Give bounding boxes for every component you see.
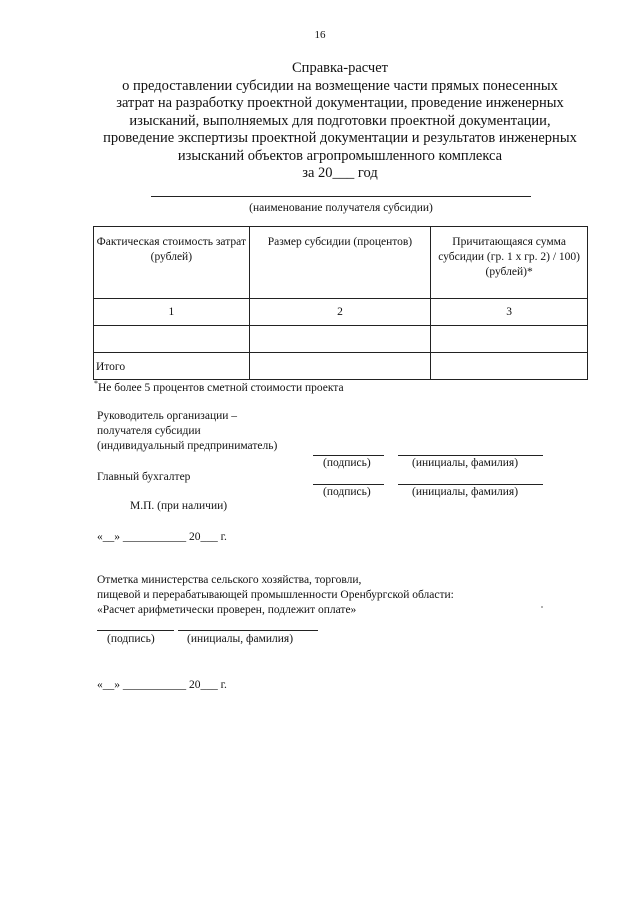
total-label-cell <box>94 353 250 380</box>
head-label-line: получателя субсидии <box>97 425 201 437</box>
initials-caption: (инициалы, фамилия) <box>187 633 294 645</box>
head-initials-field[interactable] <box>398 455 543 456</box>
ministry-line: пищевой и перерабатывающей промышленности Оренбургской области: <box>97 589 454 601</box>
initials-caption: (инициалы, фамилия) <box>412 486 519 498</box>
recipient-caption: (наименование получателя субсидии) <box>249 202 433 214</box>
column-number: 2 <box>249 299 431 326</box>
title-line: изысканий, выполняемых для подготовки проектной документации, <box>129 112 551 129</box>
accountant-initials-field[interactable] <box>398 484 543 485</box>
table-header-row <box>94 227 588 299</box>
head-label-line: Руководитель организации – <box>97 410 238 422</box>
table-cell[interactable] <box>249 326 431 353</box>
ministry-line: Отметка министерства сельского хозяйства, торговли, <box>97 574 362 586</box>
initials-caption: (инициалы, фамилия) <box>412 457 519 469</box>
ministry-date-line: «__» ___________ 20___ г. <box>97 679 227 691</box>
document-title <box>60 60 620 183</box>
title-line: изысканий объектов агропромышленного комплекса <box>177 147 503 164</box>
seal-label: М.П. (при наличии) <box>130 500 228 512</box>
header-subsidy-percent: Размер субсидии (процентов) <box>249 227 431 299</box>
head-label-line: (индивидуальный предприниматель) <box>97 440 278 452</box>
signature-caption: (подпись) <box>323 457 371 469</box>
header-actual-cost: Фактическая стоимость затрат (рублей) <box>94 227 250 299</box>
head-signature-field[interactable] <box>313 455 384 456</box>
title-heading: Справка-расчет <box>292 60 388 76</box>
total-row <box>94 353 588 380</box>
title-line: затрат на разработку проектной документации, проведение инженерных <box>116 95 564 111</box>
footnote-marker: * <box>94 379 98 388</box>
ministry-initials-field[interactable] <box>178 630 318 631</box>
header-subsidy-amount: Причитающаяся сумма субсидии (гр. 1 х гр. 2) / 100) (рублей)* <box>431 227 588 299</box>
accountant-signature-field[interactable] <box>313 484 384 485</box>
date-line: «__» ___________ 20___ г. <box>97 531 227 543</box>
table-cell[interactable] <box>431 353 588 380</box>
footnote <box>94 379 344 394</box>
title-year-line: за 20___ год <box>302 165 378 181</box>
total-label: Итого <box>96 361 126 373</box>
scan-dot <box>541 606 543 608</box>
ministry-line: «Расчет арифметически проверен, подлежит оплате» <box>97 604 357 616</box>
accountant-label: Главный бухгалтер <box>97 471 191 483</box>
signature-caption: (подпись) <box>107 633 155 645</box>
column-number: 1 <box>94 299 250 326</box>
table-cell[interactable] <box>249 353 431 380</box>
footnote-text: Не более 5 процентов сметной стоимости проекта <box>98 381 344 394</box>
title-line: о предоставлении субсидии на возмещение части прямых понесенных <box>122 77 558 94</box>
signature-caption: (подпись) <box>323 486 371 498</box>
calculation-table <box>93 226 588 380</box>
title-line: проведение экспертизы проектной документации и результатов инженерных <box>103 130 577 146</box>
column-number-row <box>94 299 588 326</box>
table-row <box>94 326 588 353</box>
column-number: 3 <box>431 299 588 326</box>
table-cell[interactable] <box>431 326 588 353</box>
table-cell[interactable] <box>94 326 250 353</box>
ministry-signature-field[interactable] <box>97 630 174 631</box>
recipient-name-field[interactable] <box>151 196 531 197</box>
page-number: 16 <box>314 29 326 41</box>
